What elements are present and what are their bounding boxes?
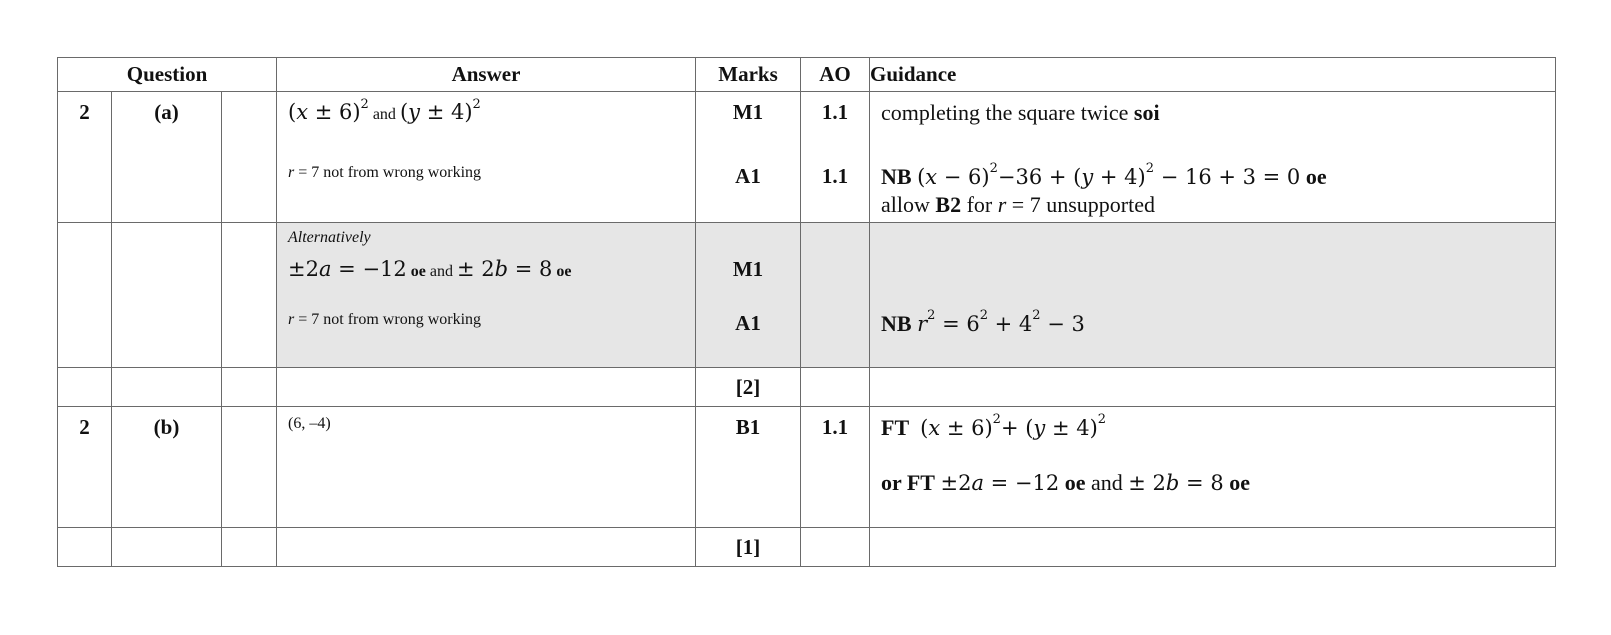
guidance-text: completing the square twice <box>881 100 1129 125</box>
alternatively-label: Alternatively <box>288 229 371 246</box>
guidance-cell <box>870 92 1556 223</box>
or-ft-label: or FT <box>881 470 935 495</box>
ao-value: 1.1 <box>821 415 849 439</box>
part-b-row <box>58 407 1556 528</box>
answer-line-1: $(x \pm 6)^2$ and $(y \pm 4)^2$ <box>288 97 481 124</box>
mark-m1: M1 <box>732 100 764 124</box>
guidance-line-2: NB $(x - 6)^2-36 + (y + 4)^2 - 16 + 3 = 0$ oe <box>881 161 1327 189</box>
guidance-cell <box>870 407 1556 528</box>
header-row <box>58 58 1556 92</box>
mark-a1: A1 <box>735 164 761 188</box>
part-a-row <box>58 92 1556 223</box>
oe-label: oe <box>1305 164 1327 189</box>
oe-label: oe <box>1064 470 1086 495</box>
answer-text: = 7 not from wrong working <box>298 311 482 328</box>
alt-answer-line-1: ±2a = −12 oe and ± 2b = 8 oe <box>288 257 572 281</box>
guidance-ft-line: FT $(x \pm 6)^2+ (y \pm 4)^2$ <box>881 412 1107 440</box>
and-word: and <box>1091 470 1123 495</box>
question-number: 2 <box>58 407 112 528</box>
alt-marks-cell <box>696 223 801 368</box>
question-part: (b) <box>112 407 222 528</box>
guidance-soi: soi <box>1133 100 1160 125</box>
guidance-or-ft-line: or FT ±2a = −12 oe and ± 2b = 8 oe <box>881 470 1250 495</box>
nb-label: NB <box>881 164 912 189</box>
mark-m1: M1 <box>732 257 764 281</box>
header-guidance: Guidance <box>870 58 1556 92</box>
alt-answer-line-2: r = 7 not from wrong working <box>288 311 482 328</box>
header-marks: Marks <box>696 58 801 92</box>
allow-text: allow <box>881 192 930 217</box>
and-word: and <box>429 263 453 280</box>
oe-label: oe <box>1229 470 1250 495</box>
and-word: and <box>372 106 396 123</box>
for-text: for <box>966 192 993 217</box>
answer-coordinates: (6, –4) <box>288 415 331 432</box>
mark-b1: B1 <box>735 415 761 439</box>
header-question: Question <box>58 58 277 92</box>
empty-cell <box>112 223 222 368</box>
empty-cell <box>222 223 277 368</box>
ft-label: FT <box>881 415 910 440</box>
alt-guidance-line: NB $r^2 = 6^2 + 4^2 - 3$ <box>881 308 1085 336</box>
guidance-line-1 <box>881 100 1160 126</box>
unsupported-text: = 7 unsupported <box>1011 192 1155 217</box>
alt-guidance-cell <box>870 223 1556 368</box>
question-number: 2 <box>58 92 112 223</box>
empty-cell <box>58 223 112 368</box>
marks-cell <box>696 407 801 528</box>
oe-label: oe <box>556 263 572 280</box>
answer-line-2: r = 7 not from wrong working <box>288 164 482 181</box>
header-ao: AO <box>801 58 870 92</box>
ao-value-2: 1.1 <box>821 164 849 188</box>
header-answer: Answer <box>277 58 696 92</box>
ao-value-1: 1.1 <box>821 100 849 124</box>
total-row-a <box>58 368 1556 407</box>
mark-scheme-table <box>57 57 1556 567</box>
mark-a1: A1 <box>735 311 761 335</box>
total-marks-b: [1] <box>696 528 801 567</box>
total-marks-a: [2] <box>696 368 801 407</box>
answer-cell <box>277 407 696 528</box>
ao-cell <box>801 92 870 223</box>
alternative-row <box>58 223 1556 368</box>
empty-subpart <box>222 407 277 528</box>
answer-text: = 7 not from wrong working <box>298 164 482 181</box>
marks-cell <box>696 92 801 223</box>
empty-subpart <box>222 92 277 223</box>
total-row-b <box>58 528 1556 567</box>
ao-cell <box>801 407 870 528</box>
answer-cell <box>277 92 696 223</box>
nb-label: NB <box>881 311 912 336</box>
alt-ao-cell <box>801 223 870 368</box>
b2-label: B2 <box>935 192 962 217</box>
alt-answer-cell <box>277 223 696 368</box>
question-part: (a) <box>112 92 222 223</box>
oe-label: oe <box>410 263 426 280</box>
guidance-line-3: allow B2 for r = 7 unsupported <box>881 192 1155 217</box>
